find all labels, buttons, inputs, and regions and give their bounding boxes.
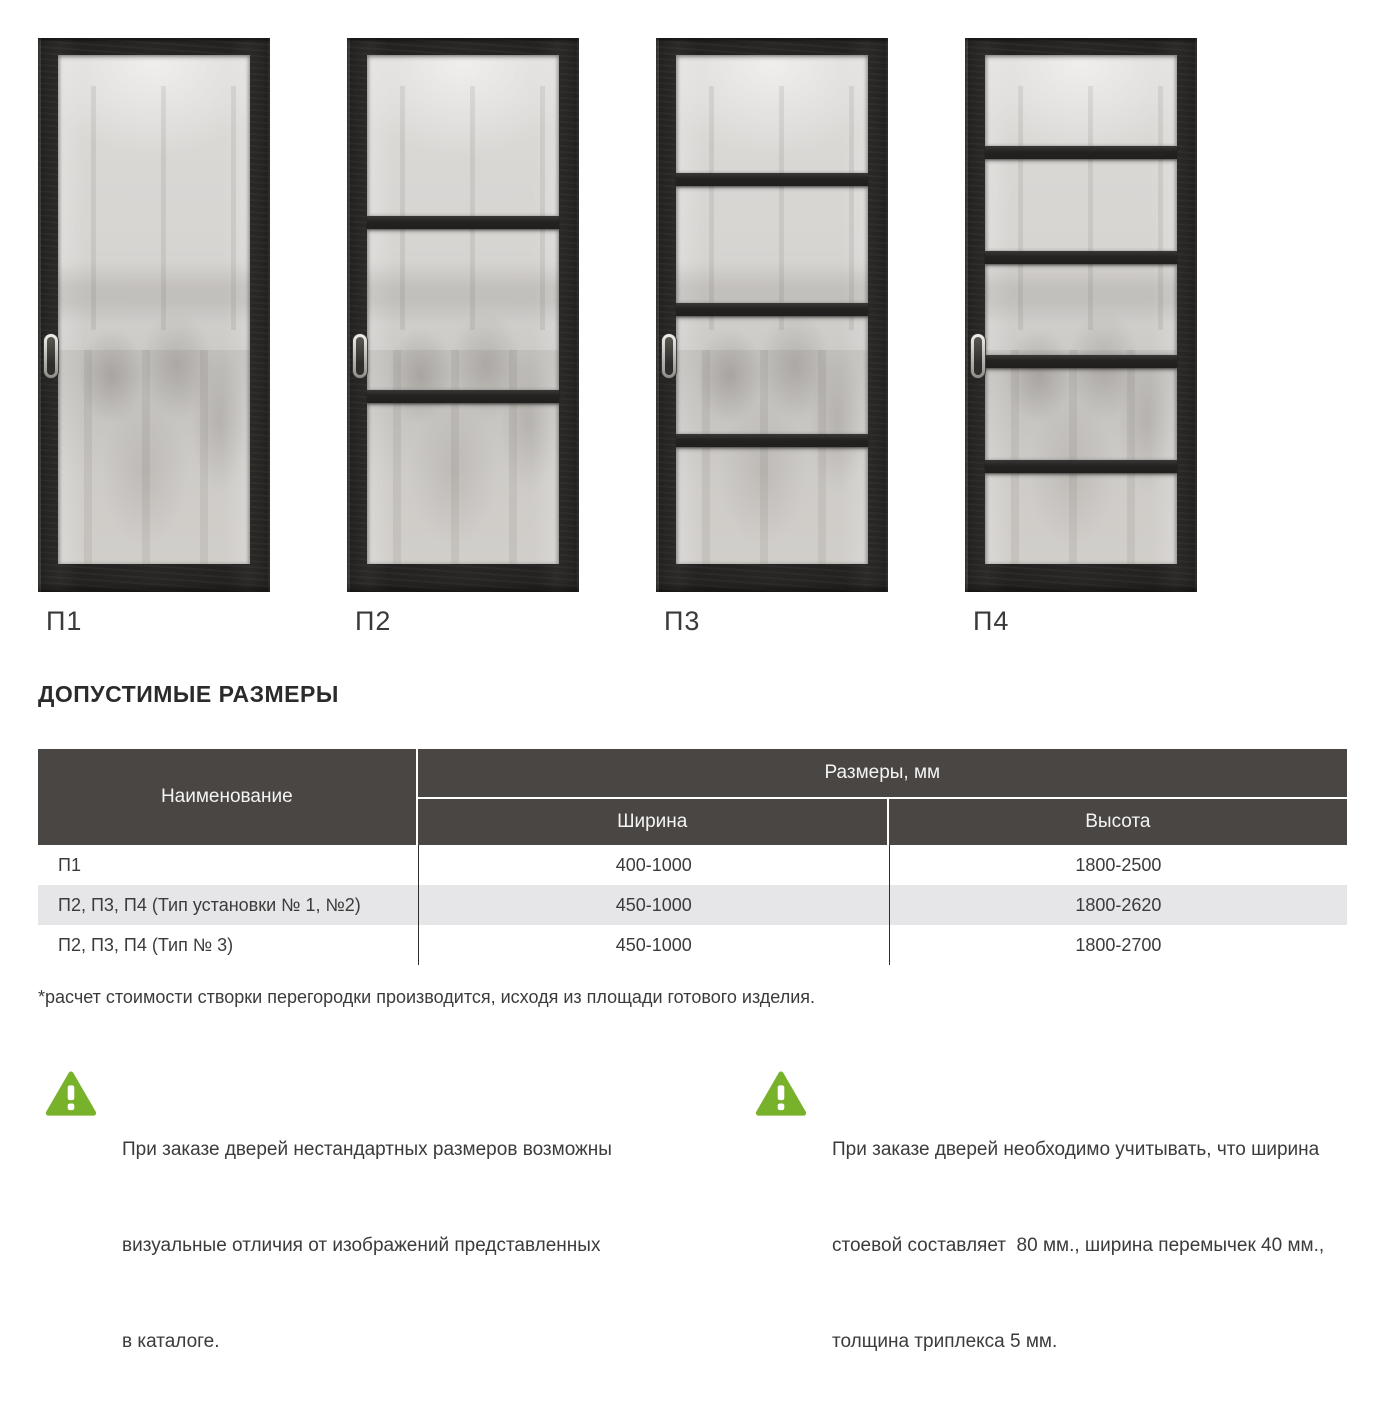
door-handle-recess [356, 337, 364, 375]
door-divider [985, 460, 1177, 473]
table-header [38, 749, 1347, 845]
door-image-p1 [38, 38, 270, 592]
column-header-sizes: Размеры, мм [418, 749, 1347, 799]
table-row [38, 925, 1347, 965]
door-label-p1: П1 [46, 606, 83, 636]
door-label-p4: П4 [973, 606, 1010, 636]
warning-note-text [122, 1070, 612, 1422]
glass-panel [367, 229, 559, 390]
cell-name: П2, П3, П4 (Тип № 3) [58, 934, 234, 955]
door-divider [367, 390, 559, 403]
door-glass-area [58, 55, 250, 564]
door-label-p2: П2 [355, 606, 392, 636]
warning-notes-row [45, 1070, 1385, 1422]
column-subheaders [418, 799, 1347, 845]
cell-name: П2, П3, П4 (Тип установки № 1, №2) [58, 894, 361, 915]
glass-panel [676, 316, 868, 434]
door-image-p3 [656, 38, 888, 592]
column-group-sizes [418, 749, 1347, 845]
door-figure-p2 [347, 38, 579, 637]
note-line: При заказе дверей необходимо учитывать, что ширина [832, 1139, 1320, 1160]
glass-panel [985, 264, 1177, 355]
table-row [38, 845, 1347, 885]
cell-height: 1800-2700 [889, 925, 1347, 965]
pricing-footnote: *расчет стоимости створки перегородки производится, исходя из площади готового изделия. [38, 987, 816, 1007]
door-glass-area [367, 55, 559, 564]
door-divider [985, 146, 1177, 159]
glass-panel [676, 186, 868, 304]
door-handle-recess [47, 337, 55, 375]
glass-panel [985, 159, 1177, 250]
glass-panel [676, 55, 868, 173]
column-header-height: Высота [1085, 811, 1151, 832]
note-line: При заказе дверей нестандартных размеров возможны [122, 1139, 612, 1160]
door-image-p2 [347, 38, 579, 592]
warning-note-nonstandard-sizes [45, 1070, 755, 1422]
door-handle-icon [353, 334, 367, 378]
cell-width: 400-1000 [418, 845, 889, 885]
door-image-p4 [965, 38, 1197, 592]
door-glass-area [676, 55, 868, 564]
glass-panel [676, 447, 868, 565]
glass-panel [985, 473, 1177, 564]
door-handle-icon [44, 334, 58, 378]
glass-panel [367, 403, 559, 564]
cell-width: 450-1000 [418, 925, 889, 965]
glass-panel [985, 55, 1177, 146]
door-divider [367, 216, 559, 229]
column-header-width: Ширина [418, 799, 889, 845]
cell-height: 1800-2500 [889, 845, 1347, 885]
glass-panel [58, 55, 250, 564]
table-row [38, 885, 1347, 925]
door-figure-p3 [656, 38, 888, 637]
door-figure-p4 [965, 38, 1197, 637]
door-handle-icon [971, 334, 985, 378]
door-divider [676, 303, 868, 316]
glass-panel [985, 368, 1177, 459]
note-line: визуальные отличия от изображений представленных [122, 1235, 601, 1256]
door-handle-recess [665, 337, 673, 375]
door-handle-recess [974, 337, 982, 375]
door-glass-area [985, 55, 1177, 564]
door-figure-p1 [38, 38, 270, 637]
warning-triangle-icon [45, 1070, 97, 1118]
glass-panel [367, 55, 559, 216]
note-line: толщина триплекса 5 мм. [832, 1331, 1058, 1352]
warning-triangle-icon [755, 1070, 807, 1118]
door-variants-row [0, 0, 1385, 637]
cell-width: 450-1000 [418, 885, 889, 925]
door-divider [985, 251, 1177, 264]
door-handle-icon [662, 334, 676, 378]
door-divider [985, 355, 1177, 368]
allowed-sizes-table [38, 749, 1347, 965]
section-title: ДОПУСТИМЫЕ РАЗМЕРЫ [38, 681, 339, 707]
door-divider [676, 434, 868, 447]
note-line: стоевой составляет 80 мм., ширина перемычек 40 мм., [832, 1235, 1325, 1256]
cell-name: П1 [58, 854, 81, 875]
column-header-name: Наименование [38, 749, 418, 845]
door-divider [676, 173, 868, 186]
cell-height: 1800-2620 [889, 885, 1347, 925]
door-label-p3: П3 [664, 606, 701, 636]
note-line: в каталоге. [122, 1331, 220, 1352]
warning-note-text [832, 1070, 1324, 1422]
warning-note-profile-widths [755, 1070, 1324, 1422]
